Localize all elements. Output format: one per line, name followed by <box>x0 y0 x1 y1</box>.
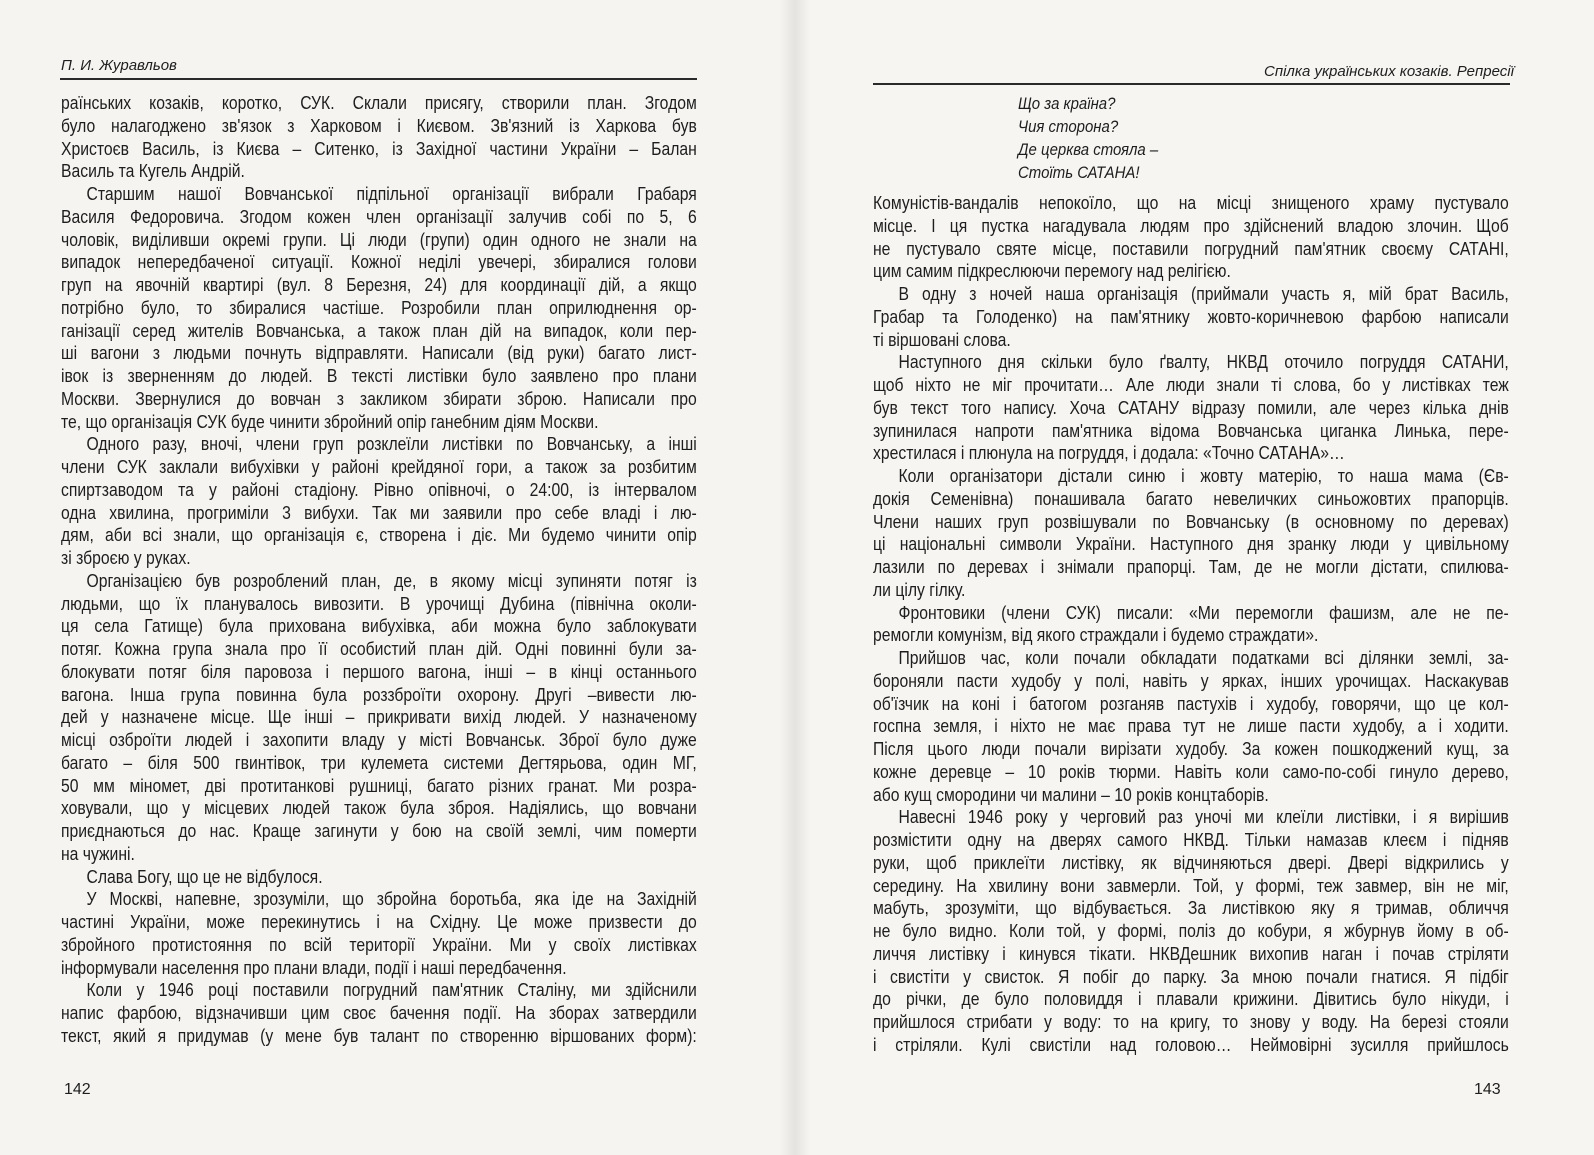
text-line: текст, який я придумав (у мене був талант по створенню віршованих форм): <box>61 1024 697 1046</box>
text-line: блокувати потяг біля паровоза і першого вагона, інші – в кінці останнього <box>61 660 697 682</box>
text-line: Христоєв Василь, із Києва – Ситенко, із Західної частини України – Балан <box>61 137 697 159</box>
text-line: госпна земля, і ніхто не має права тут не лише пасти худобу, а і ходити. <box>873 715 1509 737</box>
text-line: частині України, може перекинутись і на Східну. Це може призвести до <box>61 911 697 932</box>
poem-line: Стоїть САТАНА! <box>1018 163 1140 182</box>
text-line: вагона. Інша група повинна була роззброїти охорону. Другі –вивести лю- <box>61 683 697 705</box>
text-line: Грабар та Голоденко) на пам'ятнику жовто-коричневою фарбою написали <box>873 305 1509 327</box>
page-number-right: 143 <box>1474 1081 1501 1098</box>
text-line: чоловік, виділивши окремі групи. Ці люди (групи) один одного не знали на <box>61 228 697 250</box>
text-line: ця села Гатище) була прихована вибухівка, аби можна було заблокувати <box>61 615 697 637</box>
text-line: Москви. Звернулися до вовчан з закликом збирати зброю. Написали про <box>61 387 697 409</box>
text-line: потяг. Кожна група знала про її особистий план дій. Одні повинні були за- <box>61 638 697 659</box>
poem-line: Де церква стояла – <box>1018 140 1159 159</box>
text-line: дей у назначене місце. Ще інші – прикривати вихід людей. У назначеному <box>61 706 697 728</box>
page-number-left: 142 <box>64 1081 91 1098</box>
text-line: Одного разу, вночі, члени груп розклеїли листівки по Вовчанську, а інші <box>86 433 697 455</box>
poem-line: Чия сторона? <box>1018 117 1119 136</box>
text-line: або кущ смородини чи малини – 10 років концтаборів. <box>873 783 1269 805</box>
text-line: івок із зверненням до людей. В тексті листівки було заявлено про плани <box>61 365 697 386</box>
text-line: розмістити одну на дверях самого НКВД. Тільки намазав клеєм і підняв <box>873 829 1509 850</box>
text-line: приєднаються до нас. Краще загинути у бою на своїй землі, чим померти <box>61 820 697 841</box>
text-line: Василя Федоровича. Згодом кожен член організації залучив собі по 5, 6 <box>61 205 697 227</box>
text-line: людьми, що їх планувалось вивозити. В урочищі Дубина (північна околи- <box>61 592 697 614</box>
text-line: зупинилася напроти пам'ятника відома Вовчанська циганка Линька, пере- <box>873 419 1509 441</box>
text-line: докія Семенівна) понашивала багато невеличких синьожовтих прапорців. <box>873 487 1509 509</box>
text-line: Організацією був розроблений план, де, в якому місці зупиняти потяг із <box>86 569 697 591</box>
text-line: хрестилася і плюнула на погруддя, і додала: «Точно САТАНА»… <box>873 442 1345 464</box>
text-line: лазили по деревах і знімали прапорці. Там, де не могли дістати, спилюва- <box>873 556 1509 577</box>
text-line: Фронтовики (члени СУК) писали: «Ми перемогли фашизм, але не пе- <box>898 601 1509 623</box>
text-line: потрібно було, то збиралися частіше. Розробили план оприлюднення ор- <box>61 296 697 318</box>
text-line: збройного протистояння по всій території України. Ми у своїх листівках <box>61 933 697 955</box>
text-line: Наступного дня скільки було ґвалту, НКВД оточило погруддя САТАНИ, <box>898 351 1509 373</box>
poem <box>1018 92 1158 184</box>
text-line: і стріляли. Кулі свистіли над головою… Неймовірні зусилля прийшлось <box>873 1033 1509 1055</box>
text-line: до річки, де було половиддя і плавали крижини. Дівитись було нікуди, і <box>873 988 1509 1010</box>
book-gutter <box>780 0 810 1155</box>
text-line: В одну з ночей наша організація (приймали участь я, мій брат Василь, <box>898 283 1509 304</box>
text-line: мабуть, зрозуміти, що відбувається. За листівкою яку я тримав, обличчя <box>873 897 1509 919</box>
text-line: багато – біля 500 гвинтівок, три кулемета системи Дегтярьова, один МГ, <box>61 751 697 773</box>
text-line: Члени наших груп розвішували по Вовчанську (в основному по деревах) <box>873 510 1509 532</box>
text-line: Прийшов час, коли почали обкладати податками всі ділянки землі, за- <box>898 647 1509 668</box>
text-line: не пустувало святе місце, поставили погрудний пам'ятник своєму САТАНІ, <box>873 237 1509 259</box>
right-page-text <box>873 192 1509 1057</box>
text-line: Слава Богу, що це не відбулося. <box>86 865 323 887</box>
text-line: цим самим підкреслюючи перемогу над релігією. <box>873 260 1231 282</box>
text-line: Комуністів-вандалів непокоїло, що на місці знищеного храму пустувало <box>873 192 1509 213</box>
text-line: і свистіти у свисток. Я побіг до парку. За мною почали гнатися. Я підбіг <box>873 965 1509 987</box>
text-line: груп на явочній квартирі (вул. 8 Березня, 24) для координації дій, а якщо <box>61 274 697 295</box>
left-page-text <box>61 92 697 1048</box>
text-line: ли цілу гілку. <box>873 578 966 600</box>
text-line: випадок непередбаченої ситуації. Кожної неділі увечері, збиралися голови <box>61 251 697 273</box>
text-line: раїнських козаків, коротко, СУК. Склали присягу, створили план. Згодом <box>61 92 697 113</box>
text-line: на чужині. <box>61 842 135 864</box>
text-line: 50 мм міномет, дві протитанкові рушниці, багато різних гранат. Ми розра- <box>61 774 697 796</box>
text-line: Старшим нашої Вовчанської підпільної організації вибрали Грабаря <box>86 183 697 204</box>
text-line: був текст того напису. Хоча САТАНУ відразу помили, але через кілька днів <box>873 396 1509 418</box>
header-rule-left <box>60 78 697 80</box>
text-line: Після цього люди почали вирізати худобу. За кожен пошкоджений кущ, за <box>873 738 1509 759</box>
text-line: бороняли пасти худобу у полі, навіть у ярках, інших урочищах. Наскакував <box>873 669 1509 691</box>
text-line: У Москві, напевне, зрозуміли, що збройна боротьба, яка іде на Західній <box>86 888 697 910</box>
text-line: личчя листівку і кинувся тікати. НКВДешник вихопив наган і почав стріляти <box>873 942 1509 964</box>
running-head-author: П. И. Журавльов <box>61 57 177 74</box>
text-line: ші вагони з людьми почнуть відправляти. Написали (від руки) багато лист- <box>61 342 697 364</box>
text-line: щоб ніхто не міг прочитати… Але люди знали ті слова, бо у листівках теж <box>873 374 1509 395</box>
text-line: об'їзчик на коні і батогом розганяв пастухів і худобу, говорячи, що це кол- <box>873 692 1509 714</box>
text-line: ремогли комунізм, від якого страждали і будемо страждати». <box>873 624 1319 646</box>
text-line: дям, аби всі знали, що організація є, створена і діє. Ми будемо чинити опір <box>61 524 697 546</box>
text-line: місці озброїти людей і захопити владу у місті Вовчанськ. Зброї було дуже <box>61 729 697 750</box>
text-line: напис фарбою, відзначивши цим своє бачення події. На зборах затвердили <box>61 1002 697 1023</box>
text-line: місце. І ця пустка нагадувала людям про здійснений владою злочин. Щоб <box>873 214 1509 236</box>
text-line: не було видно. Коли той, у формі, поліз до кобури, я жбурнув йому в об- <box>873 920 1509 941</box>
text-line: середину. На хвилину вони завмерли. Той, у формі, теж завмер, він не міг, <box>873 874 1509 896</box>
text-line: кожне деревце – 10 років тюрми. Навіть коли само-по-собі гинуло дерево, <box>873 760 1509 782</box>
text-line: прийшлося стрибати у воду: то на кригу, то знову у воду. На березі стояли <box>873 1011 1509 1032</box>
text-line: Василь та Кугель Андрій. <box>61 160 245 182</box>
poem-line: Що за країна? <box>1018 94 1116 113</box>
text-line: ці національні символи України. Наступного дня зранку люди у цивільному <box>873 533 1509 555</box>
text-line: Навесні 1946 року у черговий раз уночі ми клеїли листівки, і я вирішив <box>898 806 1509 828</box>
text-line: спиртзаводом та у районі стадіону. Рівно опівночі, о 24:00, із інтервалом <box>61 478 697 500</box>
text-line: ховували, що у місцевих людей також була зброя. Надіялись, що вовчани <box>61 797 697 819</box>
text-line: Коли організатори дістали синю і жовту матерію, то наша мама (Єв- <box>898 465 1509 486</box>
text-line: ганізації серед жителів Вовчанська, а також план дій на випадок, коли пер- <box>61 319 697 341</box>
text-line: одна хвилина, прогриміли 3 вибухи. Так ми заявили про себе владі і лю- <box>61 501 697 523</box>
text-line: зі зброєю у руках. <box>61 547 191 568</box>
text-line: руки, щоб приклеїти листівку, як відчиняються двері. Двері відкрились у <box>873 851 1509 873</box>
text-line: було налагоджено зв'язок з Харковом і Києвом. Зв'язний із Харкова був <box>61 114 697 136</box>
text-line: Коли у 1946 році поставили погрудний пам'ятник Сталіну, ми здійснили <box>86 979 697 1001</box>
header-rule-right <box>873 83 1510 85</box>
text-line: те, що організація СУК буде чинити збройний опір ганебним діям Москви. <box>61 410 599 432</box>
text-line: інформували населення про плани влади, події і наші передбачення. <box>61 956 567 978</box>
text-line: члени СУК заклали вибухівки у районі крейдяної гори, а також за розбитим <box>61 456 697 477</box>
running-head-chapter: Спілка українських козаків. Репресії <box>1264 63 1514 80</box>
text-line: ті віршовані слова. <box>873 328 1011 350</box>
